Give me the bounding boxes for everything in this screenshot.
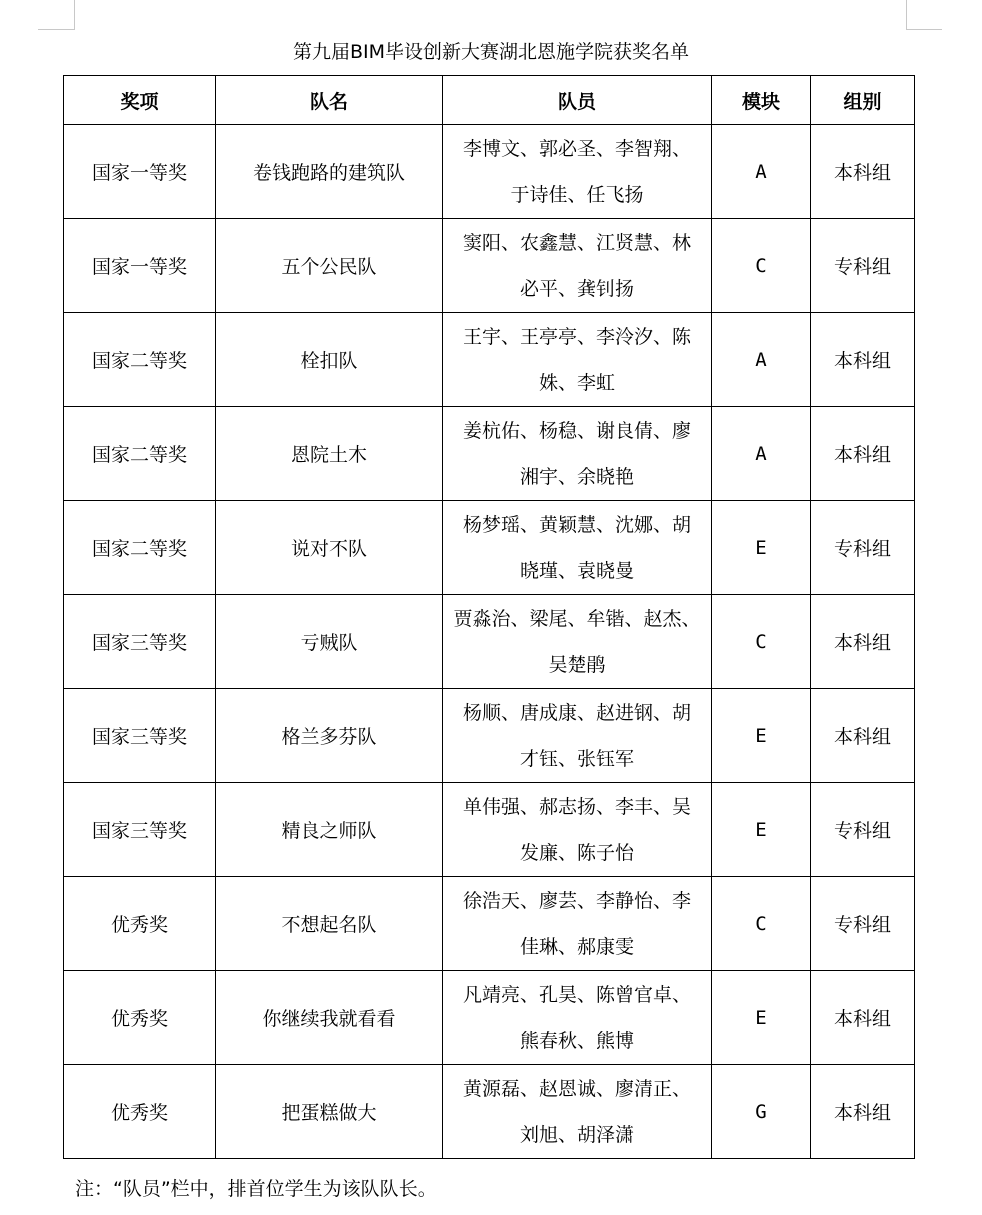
- award-cell: 国家二等奖: [64, 313, 216, 407]
- members-cell: [443, 595, 712, 689]
- members-line: 刘旭、胡泽潇: [519, 1123, 634, 1146]
- members-line: 吴楚鹃: [548, 653, 606, 676]
- members-cell: [443, 407, 712, 501]
- members-line: 李博文、郭必圣、李智翔、: [462, 137, 691, 160]
- group-cell: 本科组: [811, 1065, 915, 1159]
- table-row: [64, 877, 915, 971]
- header-group: 组别: [811, 76, 915, 125]
- table-row: [64, 313, 915, 407]
- award-cell: 国家三等奖: [64, 689, 216, 783]
- members-line: 单伟强、郝志扬、李丰、吴: [462, 795, 691, 818]
- group-cell: 专科组: [811, 501, 915, 595]
- award-cell: 优秀奖: [64, 1065, 216, 1159]
- header-module: 模块: [712, 76, 811, 125]
- members-line: 晓瑾、袁晓曼: [519, 559, 634, 582]
- members-cell: [443, 1065, 712, 1159]
- award-cell: 国家一等奖: [64, 219, 216, 313]
- members-line: 徐浩天、廖芸、李静怡、李: [462, 889, 691, 912]
- table-row: [64, 219, 915, 313]
- group-cell: 专科组: [811, 219, 915, 313]
- group-cell: 专科组: [811, 783, 915, 877]
- members-cell: [443, 971, 712, 1065]
- members-line: 贾淼治、梁尾、牟锴、赵杰、: [453, 607, 701, 630]
- award-cell: 国家一等奖: [64, 125, 216, 219]
- members-line: 窦阳、农鑫慧、江贤慧、林: [462, 231, 691, 254]
- module-cell: C: [712, 219, 811, 313]
- group-cell: 本科组: [811, 971, 915, 1065]
- module-cell: A: [712, 125, 811, 219]
- members-cell: [443, 219, 712, 313]
- members-line: 于诗佳、任飞扬: [510, 183, 644, 206]
- crop-mark-top-right-h: [906, 29, 942, 30]
- group-cell: 本科组: [811, 407, 915, 501]
- footnote: 注：“队员”栏中，排首位学生为该队队长。: [75, 1178, 437, 1200]
- table-row: [64, 1065, 915, 1159]
- crop-mark-top-right-v: [906, 0, 907, 30]
- table-header-row: [64, 76, 915, 125]
- members-cell: [443, 501, 712, 595]
- header-team: 队名: [216, 76, 443, 125]
- members-line: 杨梦瑶、黄颖慧、沈娜、胡: [462, 513, 691, 536]
- members-line: 佳琳、郝康雯: [519, 935, 634, 958]
- award-cell: 国家二等奖: [64, 501, 216, 595]
- group-cell: 本科组: [811, 313, 915, 407]
- module-cell: E: [712, 783, 811, 877]
- group-cell: 本科组: [811, 125, 915, 219]
- module-cell: C: [712, 595, 811, 689]
- table-row: [64, 595, 915, 689]
- table-row: [64, 971, 915, 1065]
- team-cell: 你继续我就看看: [216, 971, 443, 1065]
- members-cell: [443, 313, 712, 407]
- award-cell: 国家二等奖: [64, 407, 216, 501]
- team-cell: 把蛋糕做大: [216, 1065, 443, 1159]
- module-cell: E: [712, 501, 811, 595]
- members-line: 熊春秋、熊博: [519, 1029, 634, 1052]
- members-line: 发廉、陈子怡: [519, 841, 634, 864]
- members-line: 必平、龚钊扬: [519, 277, 634, 300]
- module-cell: C: [712, 877, 811, 971]
- members-line: 姜杭佑、杨稳、谢良倩、廖: [462, 419, 691, 442]
- table-row: [64, 125, 915, 219]
- group-cell: 本科组: [811, 689, 915, 783]
- module-cell: A: [712, 313, 811, 407]
- team-cell: 不想起名队: [216, 877, 443, 971]
- members-line: 杨顺、唐成康、赵进钢、胡: [462, 701, 691, 724]
- module-cell: G: [712, 1065, 811, 1159]
- table-row: [64, 783, 915, 877]
- members-cell: [443, 125, 712, 219]
- award-cell: 国家三等奖: [64, 783, 216, 877]
- table-row: [64, 501, 915, 595]
- awards-table: [63, 75, 915, 1159]
- module-cell: A: [712, 407, 811, 501]
- members-line: 姝、李虹: [538, 371, 615, 394]
- table-row: [64, 689, 915, 783]
- crop-mark-top-left-h: [38, 29, 74, 30]
- team-cell: 栓扣队: [216, 313, 443, 407]
- header-members: 队员: [443, 76, 712, 125]
- module-cell: E: [712, 971, 811, 1065]
- members-line: 凡靖亮、孔昊、陈曾官卓、: [462, 983, 691, 1006]
- members-line: 王宇、王亭亭、李泠汐、陈: [462, 325, 691, 348]
- team-cell: 卷钱跑路的建筑队: [216, 125, 443, 219]
- award-cell: 优秀奖: [64, 877, 216, 971]
- members-cell: [443, 783, 712, 877]
- header-award: 奖项: [64, 76, 216, 125]
- members-line: 才钰、张钰军: [519, 747, 634, 770]
- members-line: 湘宇、余晓艳: [519, 465, 634, 488]
- members-cell: [443, 877, 712, 971]
- table-row: [64, 407, 915, 501]
- team-cell: 精良之师队: [216, 783, 443, 877]
- award-cell: 优秀奖: [64, 971, 216, 1065]
- module-cell: E: [712, 689, 811, 783]
- team-cell: 五个公民队: [216, 219, 443, 313]
- members-cell: [443, 689, 712, 783]
- team-cell: 说对不队: [216, 501, 443, 595]
- crop-mark-top-left-v: [74, 0, 75, 30]
- team-cell: 恩院土木: [216, 407, 443, 501]
- members-line: 黄源磊、赵恩诚、廖清正、: [462, 1077, 691, 1100]
- team-cell: 格兰多芬队: [216, 689, 443, 783]
- document-title: 第九届BIM毕设创新大赛湖北恩施学院获奖名单: [292, 41, 690, 63]
- award-cell: 国家三等奖: [64, 595, 216, 689]
- group-cell: 本科组: [811, 595, 915, 689]
- group-cell: 专科组: [811, 877, 915, 971]
- team-cell: 亏贼队: [216, 595, 443, 689]
